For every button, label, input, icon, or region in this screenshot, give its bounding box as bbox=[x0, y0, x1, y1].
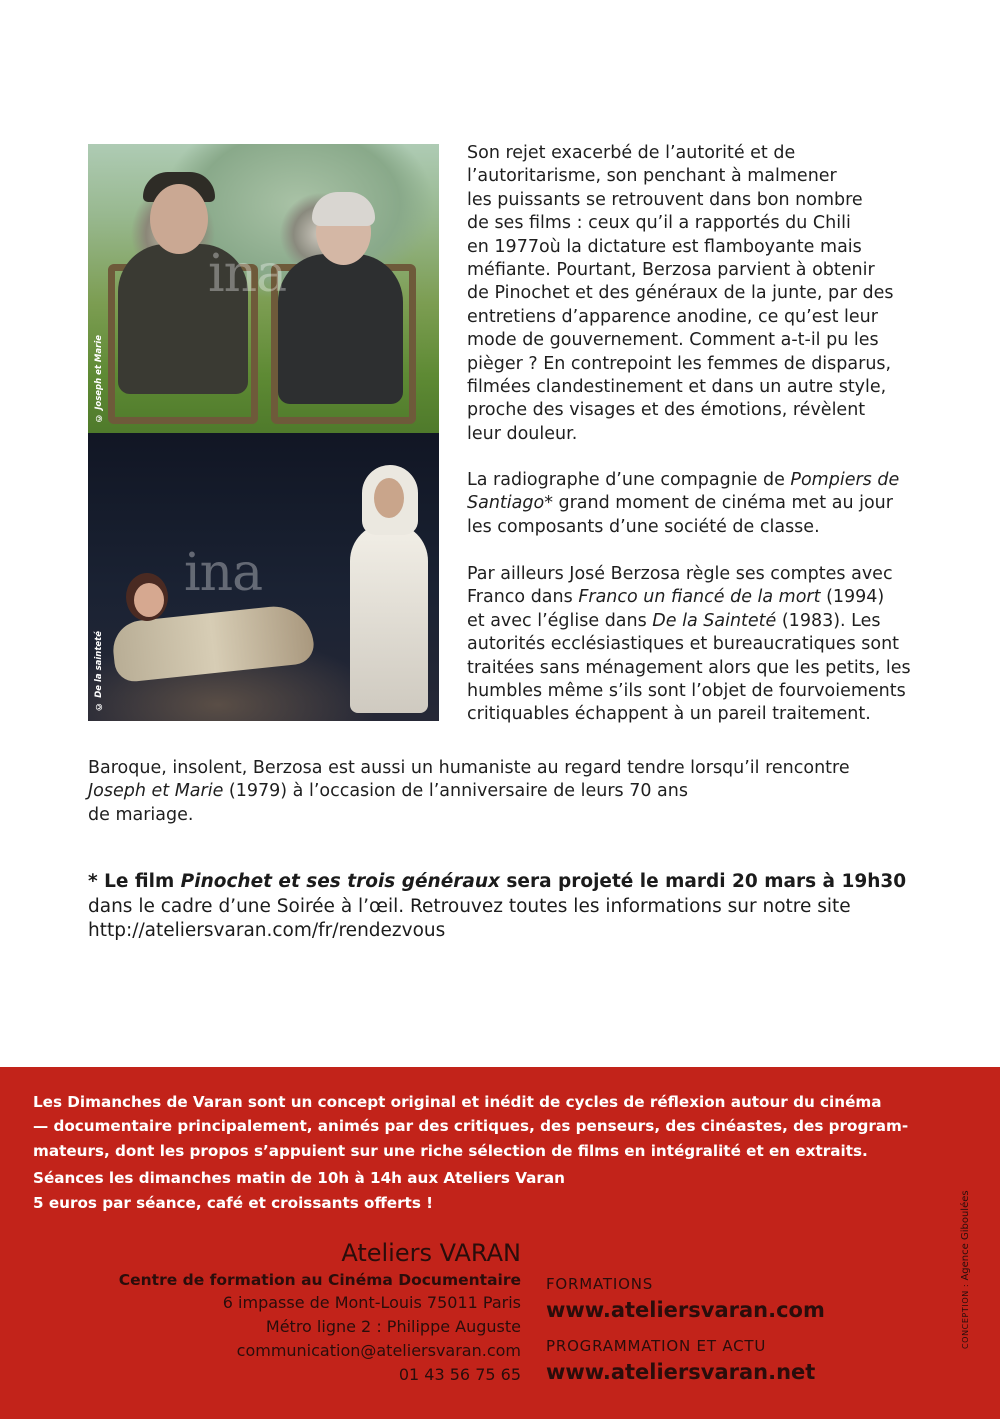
text-line: mateurs, dont les propos s’appuient sur une riche sélection de films en intégralité et en extraits. bbox=[33, 1141, 868, 1160]
website-links bbox=[546, 1273, 825, 1387]
woman-body-shape bbox=[278, 254, 403, 404]
text-line: pièger ? En contrepoint les femmes de disparus, bbox=[467, 353, 892, 374]
photo-credit: © Joseph et Marie bbox=[94, 335, 104, 423]
org-phone: 01 43 56 75 65 bbox=[398, 1365, 521, 1384]
text-run: La radiographe d’une compagnie de bbox=[467, 470, 791, 490]
programmation-label: PROGRAMMATION ET ACTU bbox=[546, 1337, 767, 1355]
org-metro: Métro ligne 2 : Philippe Auguste bbox=[265, 1317, 521, 1336]
formations-link[interactable]: www.ateliersvaran.com bbox=[546, 1298, 825, 1322]
man-head-shape bbox=[150, 184, 208, 254]
text-line: l’autoritarisme, son penchant à malmener bbox=[467, 166, 837, 187]
text-line: Séances les dimanches matin de 10h à 14h aux Ateliers Varan bbox=[33, 1169, 565, 1187]
org-name: Ateliers VARAN bbox=[341, 1239, 521, 1267]
photo-de-la-saintete bbox=[88, 433, 439, 721]
paragraph-pompiers bbox=[467, 469, 949, 539]
text-line: autorités ecclésiastiques et bureaucratiques sont bbox=[467, 634, 900, 655]
screening-note bbox=[88, 870, 968, 944]
text-line: mode de gouvernement. Comment a-t-il pu les bbox=[467, 330, 879, 351]
text-line: Son rejet exacerbé de l’autorité et de bbox=[467, 143, 796, 163]
text-line bbox=[467, 586, 949, 609]
text-line: Par ailleurs José Berzosa règle ses comptes avec bbox=[467, 564, 893, 584]
film-title: Santiago bbox=[467, 493, 545, 514]
text-run: * grand moment de cinéma met au jour bbox=[544, 493, 893, 514]
text-run: * Le film bbox=[88, 871, 181, 892]
text-line: proche des visages et des émotions, révèlent bbox=[467, 400, 866, 421]
org-address: 6 impasse de Mont-Louis 75011 Paris bbox=[222, 1293, 521, 1312]
ina-watermark: ina bbox=[208, 244, 287, 304]
text-line: de mariage. bbox=[88, 804, 194, 825]
schedule-info bbox=[33, 1166, 565, 1216]
photo-joseph-et-marie bbox=[88, 144, 439, 433]
text-run: et avec l’église dans bbox=[467, 610, 653, 631]
text-line: entretiens d’apparence anodine, ce qu’est leur bbox=[467, 306, 878, 327]
text-line: Baroque, insolent, Berzosa est aussi un humaniste au regard tendre lorsqu’il rencontre bbox=[88, 758, 850, 778]
text-line: méfiante. Pourtant, Berzosa parvient à obtenir bbox=[467, 260, 875, 281]
woman-hair-shape bbox=[312, 192, 375, 226]
text-line: humbles même s’ils sont l’objet de fourvoiements bbox=[467, 681, 906, 702]
note-headline bbox=[88, 870, 968, 895]
text-line: traitées sans ménagement alors que les petits, les bbox=[467, 657, 911, 678]
text-run: (1983). Les bbox=[776, 610, 881, 631]
nun-robe-shape bbox=[350, 523, 428, 713]
formations-label: FORMATIONS bbox=[546, 1275, 654, 1293]
text-line: critiquables échappent à un pareil traitement. bbox=[467, 704, 871, 725]
paragraph-franco bbox=[467, 563, 949, 727]
paragraph-joseph-et-marie bbox=[88, 757, 968, 827]
text-line: dans le cadre d’une Soirée à l’œil. Retrouvez toutes les informations sur notre site bbox=[88, 895, 851, 917]
ina-watermark: ina bbox=[184, 543, 263, 603]
org-subtitle: Centre de formation au Cinéma Documentaire bbox=[118, 1271, 521, 1289]
film-title: Pompiers de bbox=[790, 470, 900, 490]
text-line bbox=[467, 610, 949, 633]
text-line: 5 euros par séance, café et croissants offerts ! bbox=[33, 1194, 434, 1212]
text-run: (1979) à l’occasion de l’anniversaire de leurs 70 ans bbox=[223, 781, 688, 802]
photo-credit: © De la sainteté bbox=[94, 631, 104, 711]
film-title: Joseph et Marie bbox=[88, 781, 224, 802]
organization-contact bbox=[119, 1237, 521, 1387]
footer-panel bbox=[0, 1067, 1000, 1419]
text-run: Franco dans bbox=[467, 587, 579, 608]
text-line bbox=[467, 492, 949, 515]
text-line: leur douleur. bbox=[467, 423, 578, 444]
text-run: (1994) bbox=[820, 587, 885, 608]
text-line bbox=[88, 780, 968, 803]
text-line: les composants d’une société de classe. bbox=[467, 516, 820, 537]
text-line: — documentaire principalement, animés par des critiques, des penseurs, des cinéastes, des program- bbox=[33, 1117, 909, 1136]
paragraph-chili bbox=[467, 142, 949, 446]
text-line: de Pinochet et des généraux de la junte, par des bbox=[467, 283, 894, 304]
programmation-link[interactable]: www.ateliersvaran.net bbox=[546, 1360, 816, 1384]
dimanches-intro bbox=[33, 1090, 953, 1163]
text-line: Les Dimanches de Varan sont un concept original et inédit de cycles de réflexion autour du cinéma bbox=[33, 1093, 882, 1111]
girl-face-shape bbox=[134, 583, 164, 617]
text-run: sera projeté le mardi 20 mars à 19h30 bbox=[499, 871, 907, 892]
text-line: les puissants se retrouvent dans bon nombre bbox=[467, 189, 863, 210]
text-line: en 1977où la dictature est flamboyante mais bbox=[467, 236, 862, 257]
text-line: de ses films : ceux qu’il a rapportés du Chili bbox=[467, 213, 851, 234]
text-line bbox=[467, 469, 949, 492]
design-credit-label: CONCEPTION : bbox=[961, 1280, 970, 1349]
design-credit bbox=[960, 1190, 971, 1349]
org-email[interactable]: communication@ateliersvaran.com bbox=[236, 1341, 521, 1360]
nun-face-shape bbox=[374, 478, 404, 518]
film-title: De la Sainteté bbox=[652, 610, 777, 631]
film-title: Franco un fiancé de la mort bbox=[578, 587, 821, 608]
text-line: filmées clandestinement et dans un autre style, bbox=[467, 377, 887, 398]
film-title: Pinochet et ses trois généraux bbox=[180, 871, 500, 892]
rendezvous-link[interactable]: http://ateliersvaran.com/fr/rendezvous bbox=[88, 920, 446, 941]
design-agency: Agence Giboulées bbox=[960, 1190, 971, 1281]
